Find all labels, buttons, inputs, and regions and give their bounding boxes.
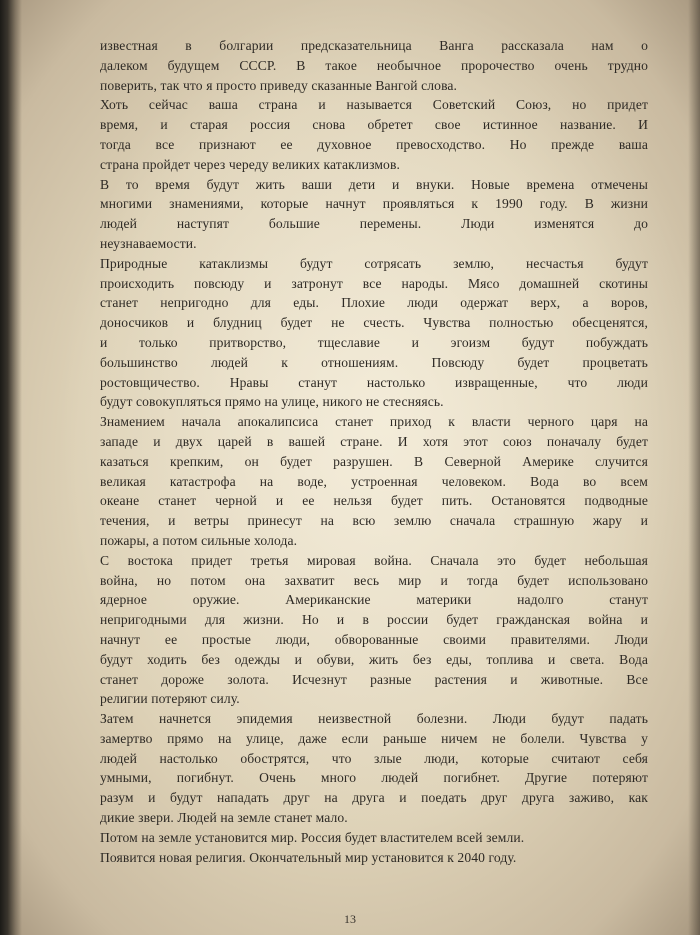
text-line: будут совокупляться прямо на улице, никого не стесняясь. (100, 394, 444, 410)
text-line: Хоть сейчас ваша страна и называется Советский Союз, но придет (100, 97, 648, 113)
text-line: течения, и ветры принесут на всю землю сначала страшную жару и (100, 513, 648, 529)
text-line: страна пройдет через череду великих катаклизмов. (100, 156, 400, 172)
text-line: умными, погибнут. Очень много людей погибнет. Другие потеряют (100, 770, 648, 786)
text-line: далеком будущем СССР. В такое необычное пророчество очень трудно (100, 57, 648, 73)
text-line: В то время будут жить ваши дети и внуки. Новые времена отмечены (100, 176, 648, 192)
text-line: большинство людей к отношениям. Повсюду будет процветать (100, 354, 648, 370)
text-line: океане станет черной и ее нельзя будет пить. Остановятся подводные (100, 493, 648, 509)
text-line: поверить, так что я просто приведу сказанные Вангой слова. (100, 77, 458, 93)
text-line: Потом на земле установится мир. Россия будет властителем всей земли. (100, 829, 525, 845)
text-line: происходить повсюду и затронут все народы. Мясо домашней скотины (100, 275, 648, 291)
text-line: Появится новая религия. Окончательный мир установится к 2040 году. (100, 849, 517, 865)
text-line: западе и двух царей в вашей стране. И хотя этот союз поначалу будет (100, 433, 648, 449)
text-line: людей наступят большие перемены. Люди изменятся до (100, 216, 648, 232)
text-line: Знамением начала апокалипсиса станет приход к власти черного царя на (100, 414, 648, 430)
text-line: замертво прямо на улице, даже если раньше ничем не болели. Чувства у (100, 730, 648, 746)
text-line: дикие звери. Людей на земле станет мало. (100, 810, 348, 826)
text-line: С востока придет третья мировая война. Сначала это будет небольшая (100, 552, 648, 568)
text-line: пожары, а потом сильные холода. (100, 532, 298, 548)
text-line: разум и будут нападать друг на друга и поедать друг друга заживо, как (100, 790, 648, 806)
text-line: известная в болгарии предсказательница Ванга рассказала нам о (100, 38, 648, 53)
text-line: многими знамениями, которые начнут проявляться к 1990 году. В жизни (100, 196, 648, 212)
text-line: ростовщичество. Нравы станут настолько извращенные, что люди (100, 374, 648, 390)
text-line: станет непригодно для еды. Плохие люди одержат верх, а воров, (100, 295, 648, 311)
text-line: Природные катаклизмы будут сотрясать землю, несчастья будут (100, 255, 648, 271)
text-line: Затем начнется эпидемия неизвестной болезни. Люди будут падать (100, 711, 648, 727)
text-line: людей настолько обострятся, что злые люди, которые считают себя (100, 750, 648, 766)
text-line: тогда все признают ее духовное превосходство. Но прежде ваша (100, 136, 648, 152)
text-line: время, и старая россия снова обретет свое истинное название. И (100, 117, 648, 133)
text-line: начнут ее простые люди, обворованные своими правителями. Люди (100, 631, 648, 647)
text-line: великая катастрофа на воде, устроенная человеком. Вода во всем (100, 473, 648, 489)
text-line: будут ходить без одежды и обуви, жить без еды, топлива и света. Вода (100, 651, 648, 667)
text-line: казаться крепким, он будет разрушен. В Северной Америке случится (100, 453, 648, 469)
text-line: война, но потом она захватит весь мир и тогда будет использовано (100, 572, 648, 588)
text-line: непригодными для жизни. Но и в россии будет гражданская война и (100, 612, 648, 628)
text-line: религии потеряют силу. (100, 691, 240, 707)
text-line: доносчиков и блудниц будет не счесть. Чувства полностью обесценятся, (100, 315, 648, 331)
text-line: неузнаваемости. (100, 235, 197, 251)
text-line: ядерное оружие. Американские материки надолго станут (100, 592, 648, 608)
page-number: 13 (344, 912, 356, 926)
text-line: и только притворство, тщеславие и эгоизм будут побуждать (100, 334, 648, 350)
page-text (100, 36, 648, 867)
text-line: станет дороже золота. Исчезнут разные растения и животные. Все (100, 671, 648, 687)
